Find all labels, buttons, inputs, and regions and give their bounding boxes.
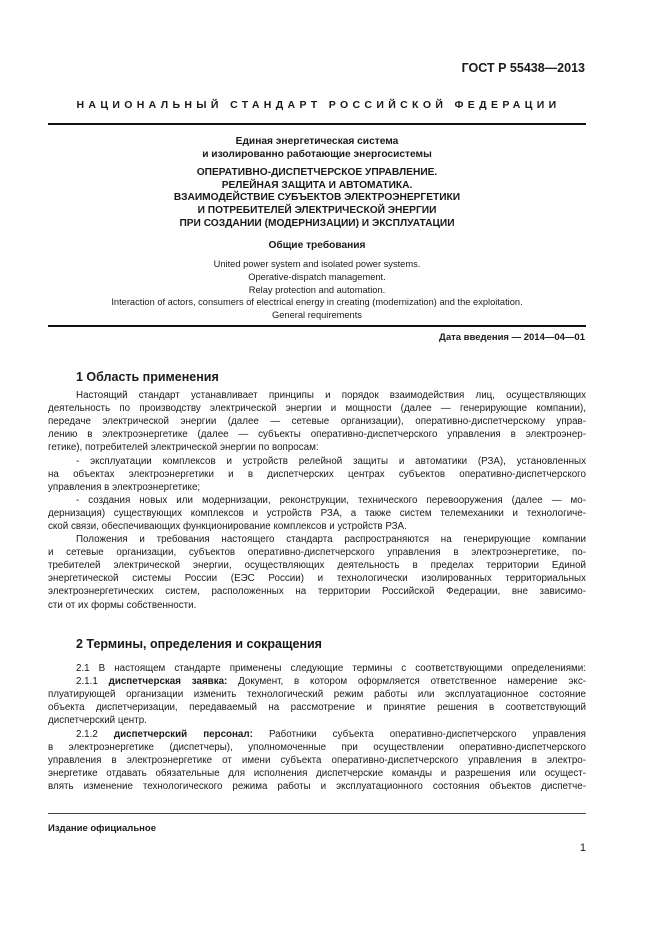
main-title <box>48 167 586 231</box>
text-line: электроэнергетических систем, расположенных на территории Российской Федерации, вне зависимо- <box>48 586 586 598</box>
text-line: 2.1 В настоящем стандарте применены следующие термины с соответствующими определениями: <box>76 663 586 674</box>
text-line: объекта диспетчеризации, передаваемый на рассмотрение и принятие решения в соответствующий <box>48 702 586 714</box>
main-title-line: ВЗАИМОДЕЙСТВИЕ СУБЪЕКТОВ ЭЛЕКТРОЭНЕРГЕТИКИ <box>173 192 461 204</box>
section-1-paragraph <box>48 533 586 612</box>
text-line: передаче электрической энергии (далее — сетевые организации), оперативно-диспетчерскому управ- <box>48 416 586 428</box>
english-title-line: Interaction of actors, consumers of electrical energy in creating (modernization) and the exploitation. <box>111 297 523 308</box>
national-standard-header: НАЦИОНАЛЬНЫЙ СТАНДАРТ РОССИЙСКОЙ ФЕДЕРАЦИИ <box>76 99 561 111</box>
term-name: диспетчерская заявка: <box>108 676 228 688</box>
text-line: диспетчерский центр. <box>48 715 147 727</box>
term-name: диспетчерский персонал: <box>113 728 253 740</box>
footer-rule <box>48 813 586 814</box>
official-edition-label: Издание официальное <box>48 823 156 834</box>
system-title-line: и изолированно работающие энергосистемы <box>202 149 432 160</box>
page-number: 1 <box>579 842 586 854</box>
text-line: на объектах электроэнергетики и в диспетчерских центрах субъектов оперативно-диспетчерского <box>48 468 586 480</box>
text-line: гетике), потребителей электрической энергии по вопросам: <box>48 442 319 454</box>
text-line: влять изменение технологического режима работы и эксплуатационного состояния объектов диспетче- <box>48 780 586 792</box>
text-line: лению в электроэнергетике (далее — субъекты оперативно-диспетчерского управления в электроэнер- <box>48 429 586 441</box>
text-line: дернизация) существующих комплексов и устройств РЗА, а также систем телемеханики и технологиче- <box>48 507 586 519</box>
section-1-heading: 1 Область применения <box>76 370 219 384</box>
text-line: Положения и требования настоящего стандарта распространяются на генерирующие компании <box>76 534 586 546</box>
title-rule <box>48 325 586 327</box>
english-title-line: Relay protection and automation. <box>248 284 386 295</box>
main-title-line: РЕЛЕЙНАЯ ЗАЩИТА И АВТОМАТИКА. <box>221 179 413 191</box>
text-line: плуатирующей организации изменить технологический режим работы или эксплуатационное состояние <box>48 689 586 701</box>
section-1-paragraph <box>48 494 586 533</box>
text-line: управления в электроэнергетике; <box>48 481 201 493</box>
term-text: Работники субъекта оперативно-диспетчерского управления <box>268 728 586 740</box>
english-title-line: United power system and isolated power systems. <box>213 259 421 269</box>
main-title-line: ПРИ СОЗДАНИИ (МОДЕРНИЗАЦИИ) И ЭКСПЛУАТАЦИИ <box>179 217 455 229</box>
term-number: 2.1.2 <box>76 728 98 740</box>
subtitle-ru: Общие требования <box>268 240 366 251</box>
text-line <box>48 675 586 688</box>
text-line: и сетевые организации, субъектов оперативно-диспетчерского управления в электроэнергетике, по- <box>48 547 586 559</box>
system-title-line: Единая энергетическая система <box>235 136 399 147</box>
text-line: управления в электроэнергетике от имени субъекта оперативно-диспетчерского управления в электро- <box>48 754 586 766</box>
english-title-line: General requirements <box>272 310 362 321</box>
text-line: - эксплуатации комплексов и устройств релейной защиты и автоматики (РЗА), установленных <box>76 455 586 467</box>
section-1-paragraph <box>48 389 586 454</box>
document-number: ГОСТ Р 55438—2013 <box>461 61 585 75</box>
text-line: энергетике отдавать обязательные для исполнения диспетчерские команды и разрешения или осущест- <box>48 767 586 779</box>
text-line: сти от их формы собственности. <box>48 599 197 611</box>
english-title <box>48 258 586 322</box>
text-line: в электроэнергетике (диспетчеры), уполномоченные при осуществлении оперативно-диспетчерского <box>48 741 586 753</box>
header-rule <box>48 123 586 125</box>
system-title <box>48 135 586 161</box>
main-title-line: И ПОТРЕБИТЕЛЕЙ ЭЛЕКТРИЧЕСКОЙ ЭНЕРГИИ <box>197 205 437 217</box>
main-title-line: ОПЕРАТИВНО-ДИСПЕТЧЕРСКОЕ УПРАВЛЕНИЕ. <box>196 167 438 178</box>
text-line: деятельность по производству электрической энергии и мощности (далее — генерирующие компании), <box>48 403 586 415</box>
section-1-paragraph <box>48 455 586 494</box>
term-definition <box>48 728 586 793</box>
section-2-heading: 2 Термины, определения и сокращения <box>76 637 322 651</box>
text-line: энергетической системы России (ЕЭС России) и технологически изолированных территориальных <box>48 573 586 585</box>
section-2-paragraph <box>48 662 586 675</box>
text-line: Настоящий стандарт устанавливает принципы и порядок взаимодействия лиц, осуществляющих <box>76 390 586 401</box>
text-line: требителей электрической энергии, осуществляющих деятельность в пределах территории Единой <box>48 560 586 572</box>
term-number: 2.1.1 <box>76 676 98 688</box>
term-text: Документ, в котором оформляется ответственное намерение экс- <box>238 676 586 688</box>
english-title-line: Operative-dispatch management. <box>248 271 386 282</box>
term-definition <box>48 675 586 727</box>
text-line: - создания новых или модернизации, реконструкции, технического перевооружения (далее — мо- <box>76 494 586 506</box>
text-line <box>48 728 586 741</box>
text-line: ской связи, обеспечивающих функционирование комплексов и устройств РЗА. <box>48 520 407 532</box>
intro-date: Дата введения — 2014—04—01 <box>439 332 585 343</box>
